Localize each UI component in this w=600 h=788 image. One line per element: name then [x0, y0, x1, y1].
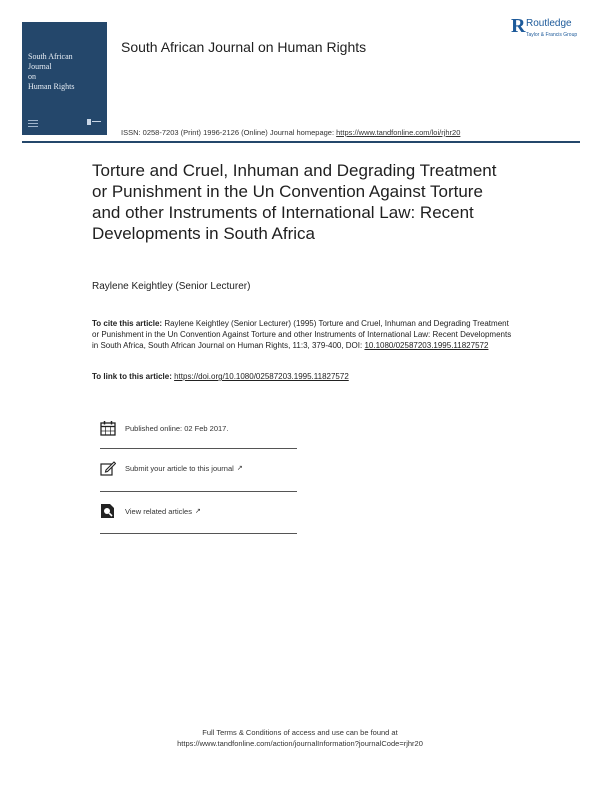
info-divider — [100, 448, 297, 449]
submit-article-link[interactable]: Submit your article to this journal — [125, 463, 234, 473]
cover-title-line: South African — [28, 52, 73, 61]
journal-homepage-link[interactable]: https://www.tandfonline.com/loi/rjhr20 — [336, 128, 461, 137]
issn-line — [121, 128, 460, 137]
article-doi-link[interactable]: https://doi.org/10.1080/02587203.1995.11827572 — [174, 372, 349, 381]
published-online-row — [100, 418, 297, 438]
routledge-r-icon: R — [511, 15, 526, 37]
cover-decoration — [28, 118, 38, 127]
publisher-tagline: Taylor & Francis Group — [526, 32, 578, 38]
header-divider — [22, 141, 580, 143]
external-link-icon: ↗ — [236, 465, 243, 472]
article-author: Raylene Keightley (Senior Lecturer) — [92, 281, 251, 292]
issn-text: ISSN: 0258-7203 (Print) 1996-2126 (Online) Journal homepage: — [121, 128, 337, 137]
related-articles-row[interactable] — [100, 501, 297, 521]
published-online-text: Published online: 02 Feb 2017. — [125, 423, 229, 433]
info-divider — [100, 491, 297, 492]
article-title: Torture and Cruel, Inhuman and Degrading Treatment or Punishment in the Un Convention Against Torture and other Instruments of International Law: Recent Developments in South Africa — [92, 161, 497, 243]
footer-terms-link[interactable]: https://www.tandfonline.com/action/journalInformation?journalCode=rjhr20 — [177, 739, 423, 748]
cite-text: Raylene Keightley (Senior Lecturer) (1995) Torture and Cruel, Inhuman and Degrading Treatment or Punishment in the Un Convention Against Torture and other Instruments of International Law: Recent Developments in South Africa, South African Journal on Human Rights, 11:3, 379-400, DOI: — [92, 319, 512, 350]
journal-cover-image — [22, 22, 107, 135]
article-link-block — [92, 372, 349, 381]
publisher-name: Routledge — [526, 18, 572, 29]
link-label: To link to this article: — [92, 372, 172, 381]
cover-title-line: Journal — [28, 62, 52, 71]
footer-terms-text: Full Terms & Conditions of access and use can be found at — [202, 728, 398, 737]
external-link-icon: ↗ — [194, 508, 201, 515]
cite-doi-link[interactable]: 10.1080/02587203.1995.11827572 — [364, 341, 489, 350]
cover-title-line: on — [28, 72, 36, 81]
journal-title[interactable]: South African Journal on Human Rights — [121, 39, 367, 55]
cover-publisher-logo — [87, 118, 101, 127]
citation-block — [92, 318, 512, 351]
cover-title — [28, 52, 104, 92]
related-articles-link[interactable]: View related articles — [125, 506, 192, 516]
footer — [0, 727, 600, 749]
cover-title-line: Human Rights — [28, 82, 75, 91]
edit-icon — [100, 460, 116, 476]
submit-article-row[interactable] — [100, 458, 297, 478]
cite-label: To cite this article: — [92, 319, 163, 328]
calendar-icon — [100, 420, 116, 436]
search-document-icon — [100, 503, 116, 519]
info-divider — [100, 533, 297, 534]
publisher-logo — [511, 16, 591, 44]
